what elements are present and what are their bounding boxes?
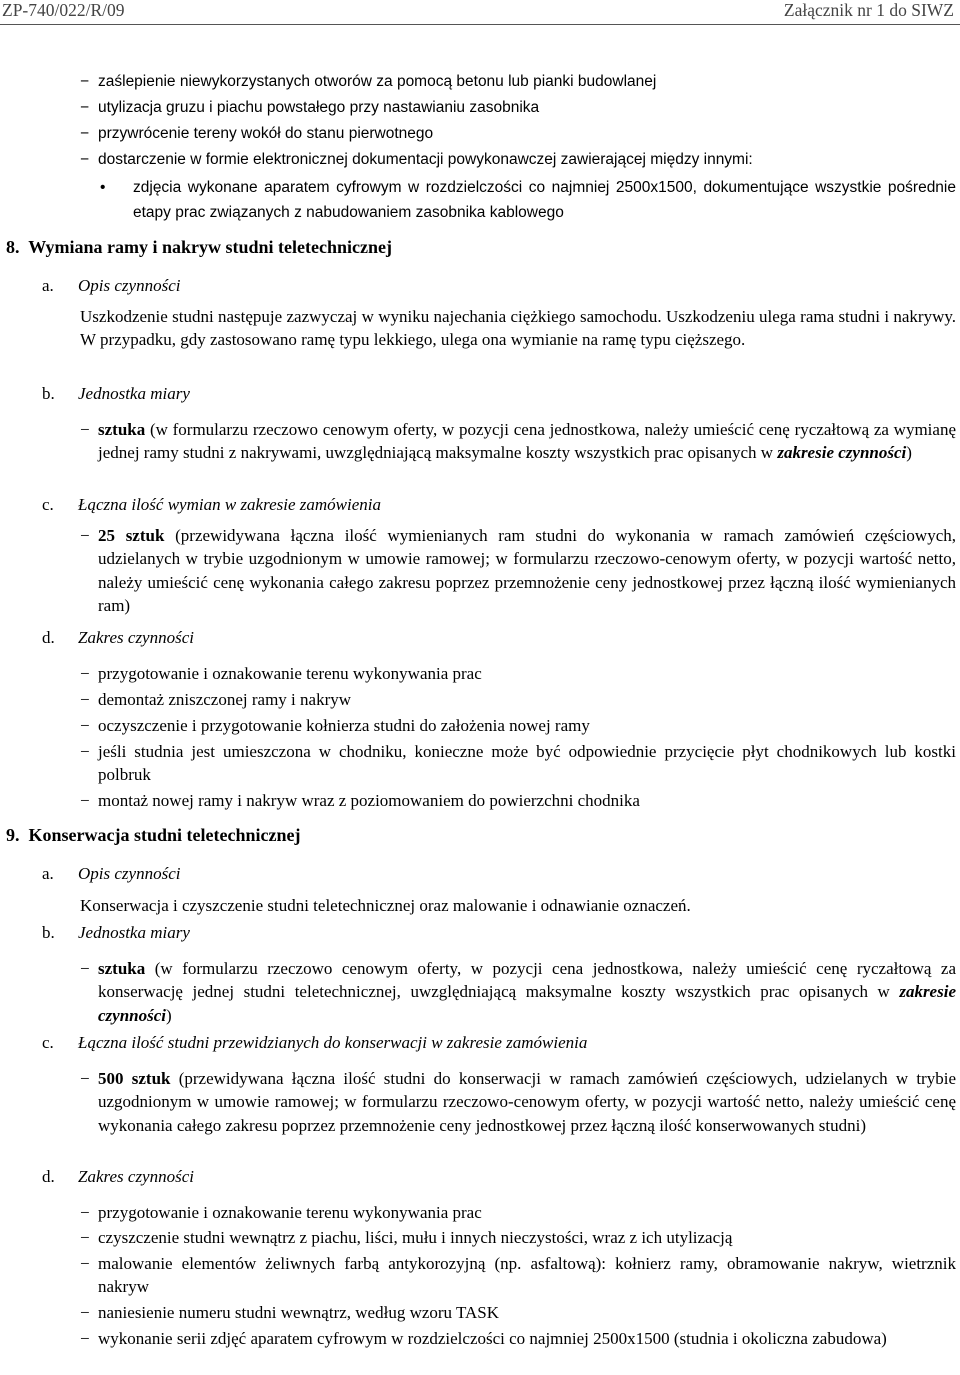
list-item: − przygotowanie i oznakowanie terenu wykonywania prac xyxy=(80,1203,482,1222)
s8-description: Uszkodzenie studni następuje zazwyczaj w wyniku najechania ciężkiego samochodu. Uszkodzeniu ulega rama studni i nakrywy. W przypadku, gdy zastosowano ramę typu lekkiego, ulega ona wymianie na ramę typu cięższego. xyxy=(80,307,956,350)
s8-subheading-c: c. Łączna ilość wymian w zakresie zamówienia xyxy=(42,495,381,514)
section-9-heading: 9. Konserwacja studni teletechnicznej xyxy=(6,825,301,845)
list-item: − jeśli studnia jest umieszczona w chodniku, konieczne może być odpowiednie przycięcie płyt chodnikowych lub kostki polbruk xyxy=(80,742,956,785)
list-item: − wykonanie serii zdjęć aparatem cyfrowym w rozdzielczości co najmniej 2500x1500 (studnia i okoliczna zabudowa) xyxy=(80,1329,887,1348)
document-id: ZP-740/022/R/09 xyxy=(2,0,125,20)
list-item: − oczyszczenie i przygotowanie kołnierza studni do założenia nowej ramy xyxy=(80,716,590,735)
s9-description: Konserwacja i czyszczenie studni teletechnicznej oraz malowanie i odnawianie oznaczeń. xyxy=(80,896,691,915)
header-rule xyxy=(0,24,960,25)
bullet-item: • zdjęcia wykonane aparatem cyfrowym w rozdzielczości co najmniej 2500x1500, dokumentujące wszystkie pośrednie etapy prac związanych z nabudowaniem zasobnika kablowego xyxy=(100,179,956,221)
s8-subheading-a: a. Opis czynności xyxy=(42,276,181,295)
s9-quantity-item: − 500 sztuk (przewidywana łączna ilość studni do konserwacji w ramach zamówień częściowych, udzielanych w trybie uzgodnionym w umowie ramowej; w formularzu rzeczowo-cenowym oferty, w pozycji wartość netto, należy umieścić cenę wykonania całego zakresu poprzez przemnożenie ceny jednostkowej przez łączną ilość konserwowanych studni) xyxy=(80,1069,956,1135)
s8-unit-item: − sztuka (w formularzu rzeczowo cenowym oferty, w pozycji cena jednostkowa, należy umieścić cenę ryczałtową za wymianę jednej ramy studni z nakrywami, uwzględniającą maksymalne koszty wszystkich prac opisanych w zakresie czynności) xyxy=(80,420,956,463)
list-item: − przywrócenie tereny wokół do stanu pierwotnego xyxy=(80,125,434,142)
s8-quantity-item: − 25 sztuk (przewidywana łączna ilość wymienianych ram studni do wykonania w ramach zamówień częściowych, udzielanych w trybie uzgodnionym w umowie ramowej; w formularzu rzeczowo-cenowym oferty, w pozycji wartość netto, należy umieścić cenę wykonania całego zakresu poprzez przemnożenie ceny jednostkowej przez łączną ilość wymienianych ram) xyxy=(80,526,956,616)
s9-subheading-c: c. Łączna ilość studni przewidzianych do konserwacji w zakresie zamówienia xyxy=(42,1033,588,1052)
s9-subheading-b: b. Jednostka miary xyxy=(42,923,190,942)
list-item: − utylizacja gruzu i piachu powstałego przy nastawianiu zasobnika xyxy=(80,99,540,116)
list-item: − dostarczenie w formie elektronicznej dokumentacji powykonawczej zawierającej między innymi: xyxy=(80,151,753,168)
attachment-label: Załącznik nr 1 do SIWZ xyxy=(783,0,954,20)
s8-subheading-d: d. Zakres czynności xyxy=(42,628,194,647)
list-item: − montaż nowej ramy i nakryw wraz z poziomowaniem do powierzchni chodnika xyxy=(80,791,640,810)
s9-unit-item: − sztuka (w formularzu rzeczowo cenowym oferty, w pozycji cena jednostkowa, należy umieścić cenę ryczałtową za konserwację jednej studni teletechnicznej, uwzględniającą maksymalne koszty wszystkich prac opisanych w zakresie czynności) xyxy=(80,959,956,1025)
s8-subheading-b: b. Jednostka miary xyxy=(42,384,190,403)
list-item: − przygotowanie i oznakowanie terenu wykonywania prac xyxy=(80,664,482,683)
list-item: − malowanie elementów żeliwnych farbą antykorozyjną (np. asfaltową): kołnierz ramy, obramowanie nakryw, wietrznik nakryw xyxy=(80,1254,956,1297)
list-item: − naniesienie numeru studni wewnątrz, według wzoru TASK xyxy=(80,1303,500,1322)
s9-subheading-a: a. Opis czynności xyxy=(42,864,181,883)
section-8-heading: 8. Wymiana ramy i nakryw studni teletechnicznej xyxy=(6,237,392,257)
s9-subheading-d: d. Zakres czynności xyxy=(42,1167,194,1186)
list-item: − demontaż zniszczonej ramy i nakryw xyxy=(80,690,352,709)
list-item: − zaślepienie niewykorzystanych otworów za pomocą betonu lub pianki budowlanej xyxy=(80,73,657,90)
list-item: − czyszczenie studni wewnątrz z piachu, liści, mułu i innych nieczystości, wraz z ich utylizacją xyxy=(80,1228,733,1247)
